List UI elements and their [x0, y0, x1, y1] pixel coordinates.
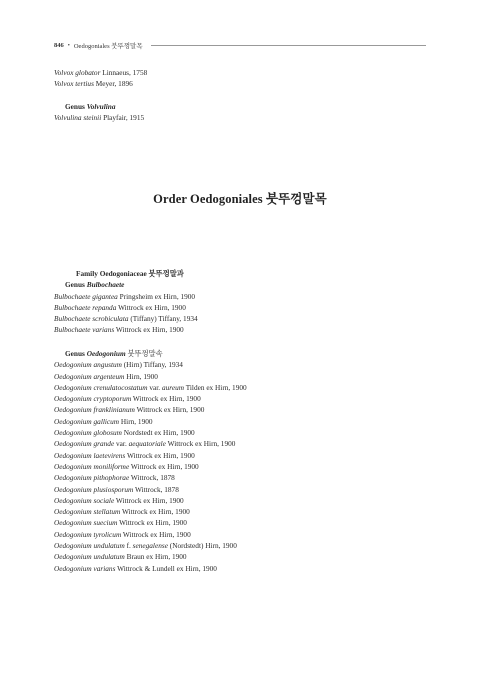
- species-entry: [54, 78, 147, 89]
- species-authority: Meyer, 1896: [95, 79, 133, 89]
- species-entry: [54, 495, 247, 506]
- species-name: Oedogonium pithophorae: [54, 473, 130, 483]
- species-name: Oedogonium laetevirens: [54, 450, 126, 460]
- genus-name: Volvulina: [86, 102, 116, 111]
- infraspecific-rank: f.: [126, 541, 131, 551]
- species-entry: [54, 551, 247, 562]
- species-entry: [54, 563, 247, 574]
- species-authority: Wittrock, 1878: [134, 484, 179, 494]
- species-authority: Wittrock ex Hirn, 1900: [119, 518, 187, 528]
- running-header: [54, 41, 426, 50]
- species-authority: Braun ex Hirn, 1900: [126, 552, 187, 562]
- species-name: Oedogonium undulatum: [54, 552, 125, 562]
- genus-oedogonium-section: [54, 348, 247, 574]
- species-name: Oedogonium suecium: [54, 518, 118, 528]
- genus-heading: [54, 279, 198, 290]
- infraspecific-rank: var.: [116, 439, 127, 449]
- species-entry: [54, 371, 247, 382]
- oedogonium-species-list: [54, 359, 247, 574]
- genus-prefix: Genus: [65, 349, 85, 358]
- species-authority: Wittrock ex Hirn, 1900: [115, 495, 184, 505]
- species-authority: Nordstedt ex Hirn, 1900: [123, 428, 195, 438]
- species-entry: [54, 313, 198, 324]
- running-title: Oedogoniales 붓뚜껑말목: [73, 43, 143, 50]
- top-species-list: [54, 67, 147, 90]
- genus-name: Oedogonium: [86, 349, 126, 358]
- infraspecific-name: aequatoriale: [128, 439, 166, 449]
- species-authority: Wittrock ex Hirn, 1900: [121, 507, 190, 517]
- genus-prefix: Genus: [65, 280, 85, 290]
- species-name: Bulbochaete gigantea: [54, 291, 118, 301]
- species-entry: [54, 540, 247, 551]
- species-name: Oedogonium tyrolicum: [54, 529, 122, 539]
- species-entry: [54, 438, 247, 449]
- species-name: Oedogonium argenteum: [54, 371, 125, 381]
- species-authority: (Nordstedt) Hirn, 1900: [169, 541, 237, 551]
- species-name: Oedogonium undulatum: [54, 541, 125, 551]
- order-title: Order Oedogoniales 붓뚜껑말목: [153, 192, 327, 206]
- species-authority: (Tiffany) Tiffany, 1934: [130, 314, 198, 324]
- species-authority: Wittrock ex Hirn, 1900: [130, 461, 199, 471]
- species-name: Oedogonium angustum: [54, 360, 122, 370]
- species-name: Oedogonium globosum: [54, 428, 122, 438]
- species-authority: Playfair, 1915: [103, 113, 145, 123]
- page-number: 846: [54, 42, 64, 49]
- species-authority: Hirn, 1900: [126, 371, 158, 381]
- species-entry: [54, 517, 247, 528]
- species-authority: Wittrock ex Hirn, 1900: [167, 439, 236, 449]
- species-authority: Wittrock ex Hirn, 1900: [132, 394, 201, 404]
- infraspecific-rank: var.: [149, 382, 161, 392]
- species-entry: [54, 427, 247, 438]
- species-authority: Wittrock ex Hirn, 1900: [115, 325, 184, 335]
- species-name: Oedogonium cryptoporum: [54, 394, 132, 404]
- infraspecific-name: senegalense: [132, 541, 168, 551]
- species-name: Bulbochaete scrobiculata: [54, 314, 129, 324]
- genus-prefix: Genus: [65, 102, 85, 111]
- species-name: Oedogonium franklinianum: [54, 405, 135, 415]
- species-authority: Wittrock ex Hirn, 1900: [126, 450, 195, 460]
- species-name: Oedogonium gallicum: [54, 416, 120, 426]
- species-authority: Pringsheim ex Hirn, 1900: [119, 291, 196, 301]
- species-entry: [54, 484, 247, 495]
- species-authority: Hirn, 1900: [120, 416, 153, 426]
- species-authority: Wittrock ex Hirn, 1900: [118, 302, 186, 312]
- species-name: Bulbochaete varians: [54, 325, 115, 335]
- species-entry: [54, 324, 198, 335]
- family-heading: Family Oedogoniaceae 붓뚜껑말과: [76, 269, 184, 278]
- genus-volvulina-section: [54, 101, 144, 124]
- species-entry: [54, 112, 144, 123]
- species-entry: [54, 472, 247, 483]
- species-name: Oedogonium stellatum: [54, 507, 121, 517]
- species-entry: [54, 461, 247, 472]
- species-authority: Wittrock, 1878: [130, 473, 175, 483]
- genus-name: Bulbochaete: [86, 280, 125, 290]
- species-entry: [54, 291, 198, 302]
- species-entry: [54, 506, 247, 517]
- species-entry: [54, 416, 247, 427]
- species-name: Volvulina steinii: [54, 113, 102, 123]
- species-entry: [54, 382, 247, 393]
- species-authority: Tilden ex Hirn, 1900: [185, 382, 247, 392]
- species-authority: Linnaeus, 1758: [102, 68, 148, 77]
- species-name: Oedogonium grande: [54, 439, 115, 449]
- genus-korean-name: 붓뚜껑말속: [127, 349, 163, 358]
- species-name: Bulbochaete repanda: [54, 302, 117, 312]
- genus-heading: [54, 348, 247, 359]
- species-entry: [54, 450, 247, 461]
- species-name: Oedogonium moniliforme: [54, 461, 130, 471]
- genus-heading: [54, 101, 144, 112]
- species-name: Oedogonium varians: [54, 563, 116, 573]
- species-entry: [54, 529, 247, 540]
- species-authority: (Hirn) Tiffany, 1934: [123, 360, 183, 370]
- species-entry: [54, 359, 247, 370]
- species-name: Oedogonium sociale: [54, 495, 115, 505]
- species-entry: [54, 393, 247, 404]
- header-separator: •: [67, 42, 70, 49]
- infraspecific-name: aureum: [161, 382, 184, 392]
- species-entry: [54, 67, 147, 78]
- species-authority: Wittrock ex Hirn, 1900: [122, 529, 191, 539]
- species-name: Oedogonium crenulatocostatum: [54, 382, 148, 392]
- species-entry: [54, 404, 247, 415]
- header-rule: [151, 45, 426, 46]
- species-name: Volvox globator: [54, 68, 101, 77]
- species-authority: Wittrock & Lundell ex Hirn, 1900: [117, 563, 217, 573]
- species-name: Volvox tertius: [54, 79, 94, 89]
- species-authority: Wittrock ex Hirn, 1900: [136, 405, 205, 415]
- species-entry: [54, 302, 198, 313]
- species-name: Oedogonium plusiosporum: [54, 484, 134, 494]
- family-section: [54, 268, 198, 336]
